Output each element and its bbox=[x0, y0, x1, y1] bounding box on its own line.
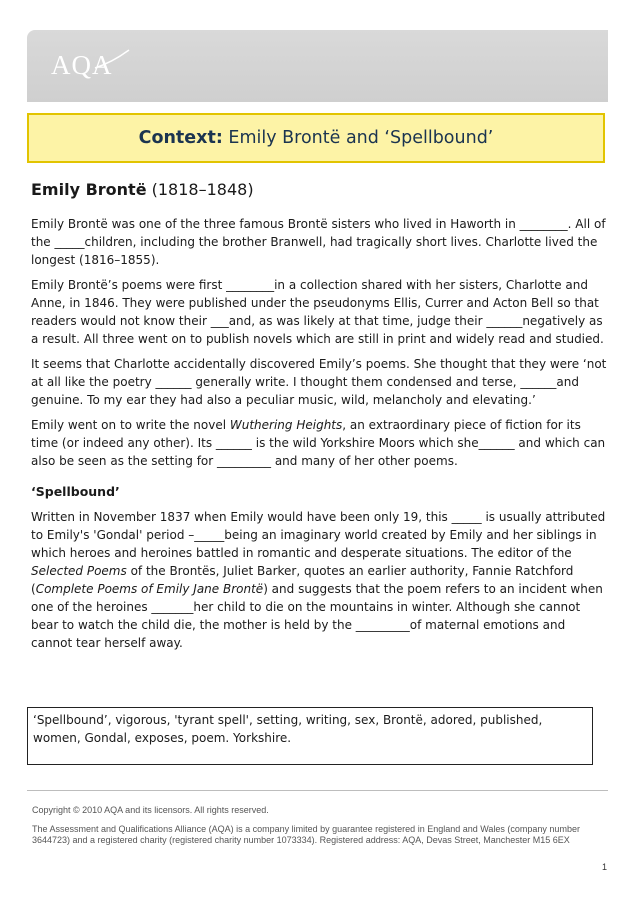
footer bbox=[32, 805, 608, 846]
word-bank-box: ‘Spellbound’, vigorous, 'tyrant spell', setting, writing, sex, Brontë, adored, published, women, Gondal, exposes, poem. Yorkshire. bbox=[27, 707, 593, 765]
legal-text: The Assessment and Qualifications Alliance (AQA) is a company limited by guarantee registered in England and Wales (company number 3644723) and a registered charity (registered charity number 1073334). Registered address: AQA, Devas Street, Manchester M15 6EX bbox=[32, 824, 580, 845]
book-title-selected-poems: Selected Poems bbox=[31, 564, 127, 578]
logo-swoosh-icon bbox=[93, 48, 133, 70]
paragraph-2: Emily Brontë’s poems were first ________in a collection shared with her sisters, Charlotte and Anne, in 1846. They were published under the pseudonyms Ellis, Currer and Acton Bell so that readers would not know their ___and, as was likely at that time, judge their ______negatively as a result. All three went on to publish novels which are still in print and widely read and studied. bbox=[31, 278, 604, 346]
section-heading-emily bbox=[31, 180, 609, 199]
context-title-box bbox=[27, 113, 605, 163]
paragraph-5 bbox=[31, 508, 609, 652]
footer-divider bbox=[27, 790, 608, 791]
paragraph-4 bbox=[31, 416, 609, 470]
paragraph-1: Emily Brontë was one of the three famous Brontë sisters who lived in Haworth in ________. All of the _____children, including the brother Branwell, had tragically short lives. Charlotte lived the longest (1816–1855). bbox=[31, 217, 606, 267]
section-heading-spellbound: ‘Spellbound’ bbox=[31, 484, 120, 499]
copyright-text: Copyright © 2010 AQA and its licensors. All rights reserved. bbox=[32, 805, 269, 815]
paragraph-3: It seems that Charlotte accidentally discovered Emily’s poems. She thought that they were ‘not at all like the poetry ______ generally write. I thought them condensed and terse, ______and genuine. To my ear they had also a peculiar music, wild, melancholy and elevating.’ bbox=[31, 357, 607, 407]
book-title-complete-poems: Complete Poems of Emily Jane Brontë bbox=[35, 582, 264, 596]
context-title: Emily Brontë and ‘Spellbound’ bbox=[222, 128, 494, 148]
novel-title: Wuthering Heights bbox=[229, 418, 343, 432]
author-name: Emily Brontë bbox=[31, 180, 147, 199]
aqa-logo: AQA bbox=[51, 50, 113, 80]
paragraph-5-text-a: Written in November 1837 when Emily would have been only 19, this _____ is usually attributed to Emily's 'Gondal' period –_____being an imaginary world created by Emily and her siblings in which heroes and heroines battled in romantic and desperate situations. The editor of the bbox=[31, 510, 606, 560]
page-number: 1 bbox=[601, 862, 607, 872]
header-banner bbox=[27, 30, 608, 102]
main-content bbox=[31, 180, 609, 659]
paragraph-5-text-c: ) and suggests that the poem refers to an incident when one of the heroines _______her child to die on the mountains in winter. Although she cannot bear to watch the child die, the mother is held by the _________of maternal emotions and cannot tear herself away. bbox=[31, 582, 603, 650]
paragraph-5-text-b: of the Brontës, Juliet Barker, quotes an earlier authority, Fannie Ratchford ( bbox=[31, 564, 574, 596]
paragraph-4-text-b: , an extraordinary piece of fiction for its time (or indeed any other). Its ______ is the wild Yorkshire Moors which she______ and which can also be seen as the setting for _________ and many of her other poems. bbox=[31, 418, 606, 468]
context-label: Context: bbox=[138, 128, 223, 148]
paragraph-4-text-a: Emily went on to write the novel bbox=[31, 418, 230, 432]
author-dates: (1818–1848) bbox=[146, 180, 254, 199]
